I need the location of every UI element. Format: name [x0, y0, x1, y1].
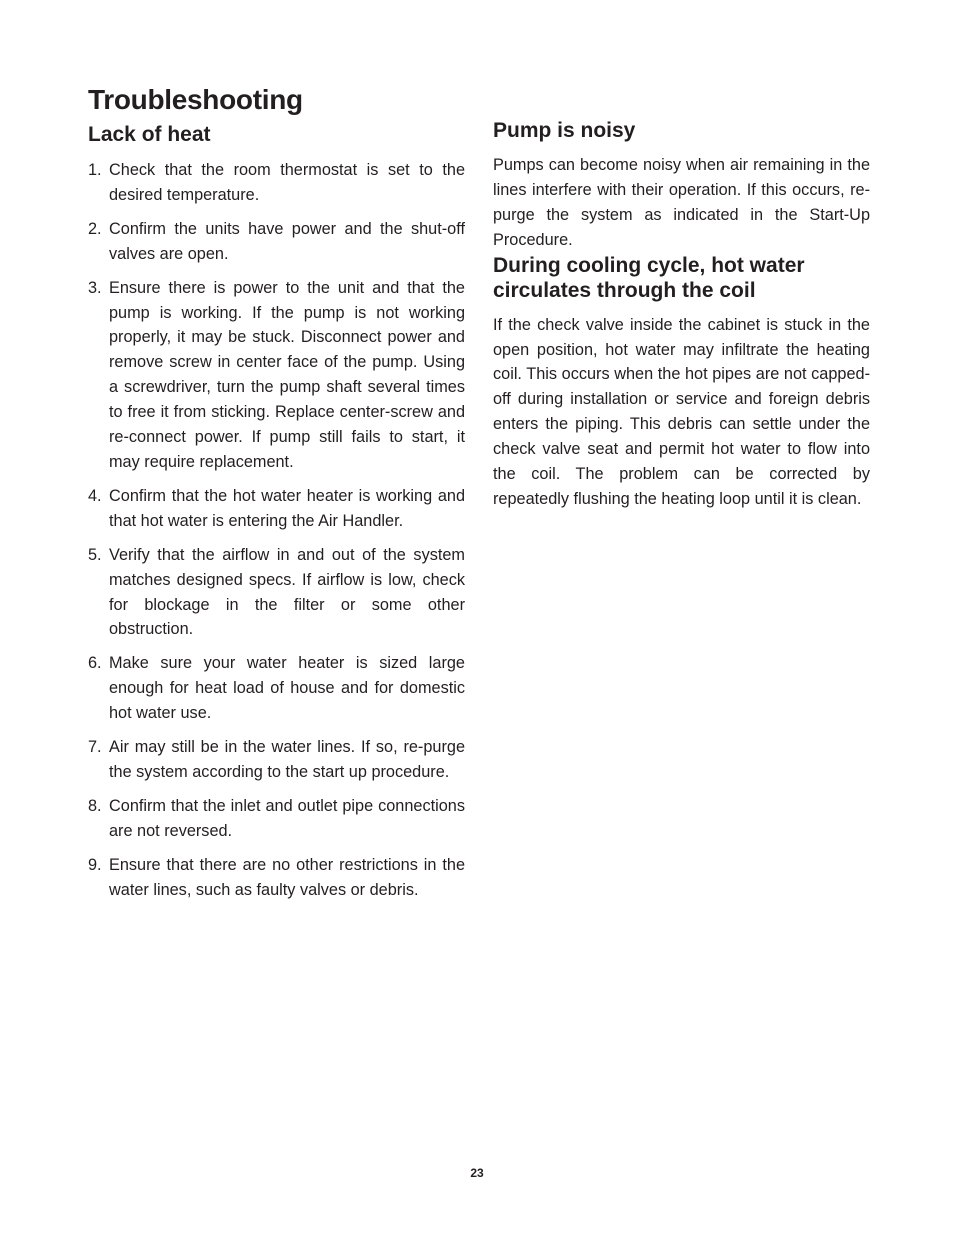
- cooling-cycle-heading: During cooling cycle, hot water circulates through the coil: [493, 253, 805, 302]
- list-item: [88, 158, 465, 208]
- left-column: [88, 122, 465, 911]
- list-item: [88, 651, 465, 726]
- page-title: Troubleshooting: [88, 84, 303, 115]
- step-number: 9.: [88, 855, 102, 874]
- list-item: [88, 543, 465, 643]
- step-number: 8.: [88, 796, 102, 815]
- list-item: [88, 853, 465, 903]
- step-number: 4.: [88, 486, 102, 505]
- step-number: 5.: [88, 545, 102, 564]
- list-item: [88, 484, 465, 534]
- step-text: Air may still be in the water lines. If so, re-purge the system according to the start up procedure.: [109, 738, 465, 781]
- step-text: Ensure that there are no other restrictions in the water lines, such as faulty valves or debris.: [109, 855, 465, 899]
- pump-noisy-text: Pumps can become noisy when air remaining in the lines interfere with their operation. If this occurs, re-purge the system as indicated in the Start-Up Procedure.: [493, 156, 870, 249]
- list-item: [88, 276, 465, 475]
- step-number: 3.: [88, 278, 102, 297]
- step-text: Check that the room thermostat is set to the desired temperature.: [109, 161, 465, 204]
- step-text: Confirm the units have power and the shut-off valves are open.: [109, 219, 465, 263]
- list-item: [88, 794, 465, 844]
- step-text: Ensure there is power to the unit and that the pump is working. If the pump is not working properly, it may be stuck. Disconnect power and remove screw in center face of the pump. Using a screwdriver, turn the pump shaft several times to free it from sticking. Replace center-screw and re-connect power. If pump still fails to start, it may require replacement.: [109, 278, 465, 471]
- right-column: [493, 118, 870, 512]
- step-number: 1.: [88, 161, 102, 179]
- list-item: [88, 735, 465, 785]
- pump-noisy-heading: Pump is noisy: [493, 119, 636, 142]
- list-item: [88, 217, 465, 267]
- step-text: Confirm that the inlet and outlet pipe connections are not reversed.: [109, 796, 465, 840]
- cooling-cycle-text: If the check valve inside the cabinet is stuck in the open position, hot water may infiltrate the heating coil. This occurs when the hot pipes are not capped-off during installation or service and foreign debris enters the piping. This debris can settle under the check valve seat and permit hot water to flow into the coil. The problem can be corrected by repeatedly flushing the heating loop until it is clean.: [493, 315, 870, 508]
- page-number: 23: [470, 1166, 484, 1180]
- lack-of-heat-heading: Lack of heat: [88, 123, 211, 146]
- step-number: 2.: [88, 219, 102, 238]
- lack-of-heat-steps: [88, 158, 465, 902]
- step-number: 6.: [88, 654, 102, 673]
- step-text: Confirm that the hot water heater is working and that hot water is entering the Air Handler.: [109, 486, 465, 530]
- step-number: 7.: [88, 738, 102, 757]
- step-text: Verify that the airflow in and out of the system matches designed specs. If airflow is low, check for blockage in the filter or some other obstruction.: [109, 545, 465, 639]
- step-text: Make sure your water heater is sized large enough for heat load of house and for domestic hot water use.: [109, 654, 465, 723]
